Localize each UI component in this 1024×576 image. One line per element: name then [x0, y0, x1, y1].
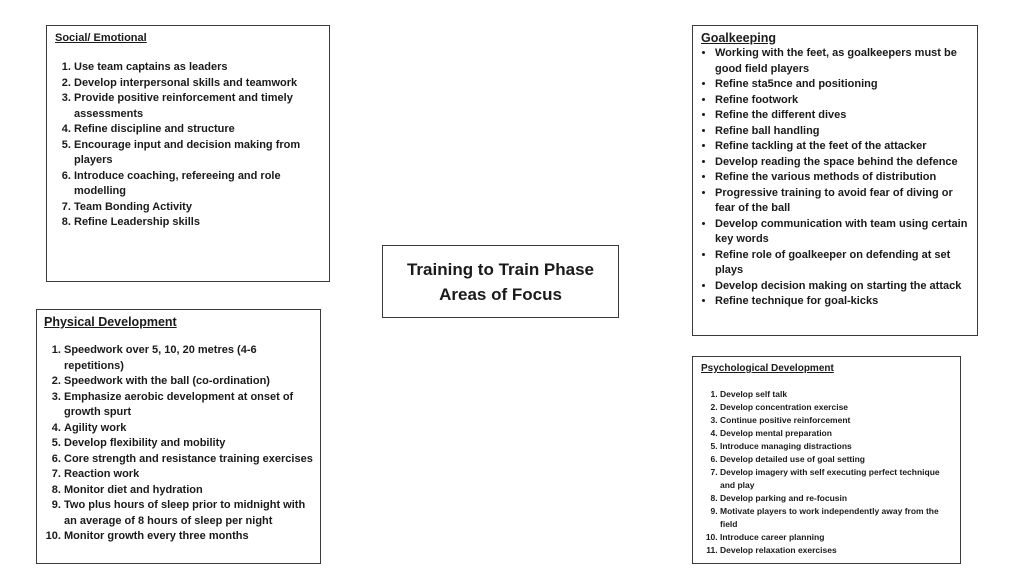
goalkeeping-box [692, 25, 978, 336]
list-item: 1. Speedwork over 5, 10, 20 metres (4-6 repetitions) [64, 343, 314, 374]
center-title-box [382, 245, 619, 318]
list-item: 5. Encourage input and decision making from players [74, 138, 321, 169]
list-item: 8. Develop parking and re-focusin [720, 492, 952, 505]
list-item: 10. Introduce career planning [720, 531, 952, 544]
list-item: 6. Introduce coaching, refereeing and role modelling [74, 169, 321, 200]
list-item: 3. Provide positive reinforcement and timely assessments [74, 91, 321, 122]
list-item: 9. Motivate players to work independently away from the field [720, 505, 952, 531]
list-item: 7. Team Bonding Activity [74, 200, 321, 216]
list-item: 11. Develop relaxation exercises [720, 544, 952, 557]
list-item: • Refine technique for goal-kicks [715, 294, 971, 310]
list-item: 3. Emphasize aerobic development at onset of growth spurt [64, 390, 314, 421]
physical-development-box [36, 309, 321, 564]
list-item: • Develop communication with team using certain key words [715, 217, 971, 248]
list-item: 1. Use team captains as leaders [74, 60, 321, 76]
goalkeeping-list [701, 46, 971, 310]
list-item: • Refine footwork [715, 93, 971, 109]
list-item: 1. Develop self talk [720, 388, 952, 401]
social-emotional-box [46, 25, 330, 282]
list-item: 9. Two plus hours of sleep prior to midnight with an average of 8 hours of sleep per night [64, 498, 314, 529]
list-item: 4. Agility work [64, 421, 314, 437]
list-item: 4. Develop mental preparation [720, 427, 952, 440]
physical-development-list [44, 343, 314, 545]
list-item: • Refine the various methods of distribution [715, 170, 971, 186]
list-item: 8. Monitor diet and hydration [64, 483, 314, 499]
list-item: 3. Continue positive reinforcement [720, 414, 952, 427]
list-item: 2. Develop interpersonal skills and teamwork [74, 76, 321, 92]
list-item: • Refine the different dives [715, 108, 971, 124]
list-item: 2. Develop concentration exercise [720, 401, 952, 414]
list-item: • Refine role of goalkeeper on defending at set plays [715, 248, 971, 279]
list-item: 8. Refine Leadership skills [74, 215, 321, 231]
list-item: 6. Develop detailed use of goal setting [720, 453, 952, 466]
social-emotional-heading: Social/ Emotional [55, 32, 147, 44]
list-item: • Refine sta5nce and positioning [715, 77, 971, 93]
psychological-development-heading: Psychological Development [701, 363, 834, 374]
social-emotional-list [55, 60, 321, 231]
page-title: Training to Train Phase Areas of Focus [406, 259, 595, 304]
list-item: 2. Speedwork with the ball (co-ordination) [64, 374, 314, 390]
goalkeeping-heading: Goalkeeping [701, 31, 777, 45]
list-item: • Refine tackling at the feet of the attacker [715, 139, 971, 155]
list-item: 7. Reaction work [64, 467, 314, 483]
list-item: • Working with the feet, as goalkeepers must be good field players [715, 46, 971, 77]
list-item: 10. Monitor growth every three months [64, 529, 314, 545]
list-item: 4. Refine discipline and structure [74, 122, 321, 138]
list-item: • Develop reading the space behind the defence [715, 155, 971, 171]
list-item: • Progressive training to avoid fear of diving or fear of the ball [715, 186, 971, 217]
psychological-development-box [692, 356, 961, 564]
list-item: 5. Develop flexibility and mobility [64, 436, 314, 452]
list-item: • Refine ball handling [715, 124, 971, 140]
list-item: • Develop decision making on starting the attack [715, 279, 971, 295]
physical-development-heading: Physical Development [44, 315, 177, 329]
list-item: 6. Core strength and resistance training exercises [64, 452, 314, 468]
psychological-development-list [701, 388, 952, 557]
list-item: 7. Develop imagery with self executing perfect technique and play [720, 466, 952, 492]
list-item: 5. Introduce managing distractions [720, 440, 952, 453]
